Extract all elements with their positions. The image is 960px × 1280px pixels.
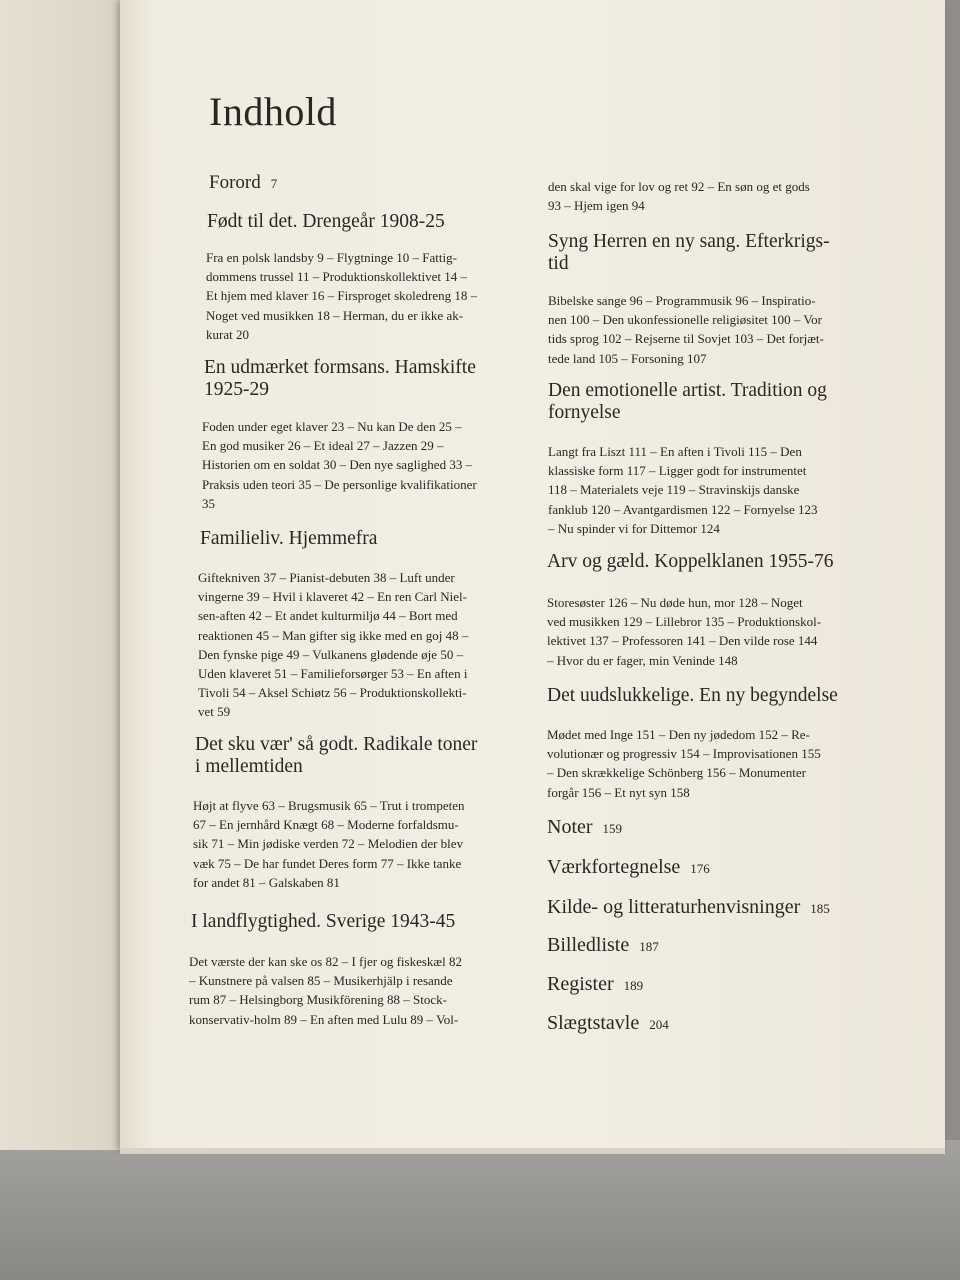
section-heading: Den emotionelle artist. Tradition og fornyelse (548, 380, 827, 423)
toc-entry-vaerkfortegnelse (547, 856, 710, 879)
section-text: Giftekniven 37 – Pianist-debuten 38 – Luft under vingerne 39 – Hvil i klaveret 42 – En ren Carl Niel- sen-aften 42 – Et andet kulturmiljø 44 – Bort med reaktionen 45 – Man gifter sig ikke med en goj 48 – Den fynske pige 49 – Vulkanens glødende øje 50 – Uden klaveret 51 – Familieforsørger 53 – En aften i Tivoli 54 – Aksel Schiøtz 56 – Produktionskollekti- vet 59 (198, 570, 469, 720)
section-heading: Familieliv. Hjemmefra (200, 528, 378, 549)
section-text: Bibelske sange 96 – Programmusik 96 – Inspiratio- nen 100 – Den ukonfessionelle religiøsitet 100 – Vor tids sprog 102 – Rejserne til Sovjet 103 – Det forjæt- tede land 105 – Forsoning 107 (548, 293, 824, 366)
section-heading: Det uudslukkelige. En ny begyndelse (547, 685, 838, 706)
section-text: Fra en polsk landsby 9 – Flygtninge 10 – Fattig- dommens trussel 11 – Produktionskollektivet 14 – Et hjem med klaver 16 – Firsproget skoledreng 18 – Noget ved musikken 18 – Herman, du er ikke ak- kurat 20 (206, 250, 478, 342)
section-heading: En udmærket formsans. Hamskifte 1925-29 (204, 357, 476, 400)
section-text: Foden under eget klaver 23 – Nu kan De den 25 – En god musiker 26 – Et ideal 27 – Jazzen 29 – Historien om en soldat 30 – Den nye saglighed 33 – Praksis uden teori 35 – De personlige kvalifikationer 35 (202, 419, 477, 511)
section-text: Storesøster 126 – Nu døde hun, mor 128 – Noget ved musikken 129 – Lillebror 135 – Produktionskol- lektivet 137 – Professoren 141 – Den vilde rose 144 – Hvor du er fager, min Veninde 148 (547, 595, 822, 668)
table-surface (0, 1140, 960, 1280)
toc-entry-forord (209, 172, 277, 194)
entry-page: 189 (623, 978, 644, 993)
section-text: Mødet med Inge 151 – Den ny jødedom 152 – Re- volutionær og progressiv 154 – Improvisationen 155 – Den skrækkelige Schönberg 156 – Monumenter forgår 156 – Et nyt syn 158 (547, 727, 821, 800)
section-text: Højt at flyve 63 – Brugsmusik 65 – Trut i trompeten 67 – En jernhård Knægt 68 – Moderne forfaldsmu- sik 71 – Min jødiske verden 72 – Melodien der blev væk 75 – De har fundet Deres form 77 – Ikke tanke for andet 81 – Galskaben 81 (193, 798, 465, 890)
toc-entry-noter (547, 816, 622, 839)
toc-entry-register (547, 973, 643, 996)
section-heading: Syng Herren en ny sang. Efterkrigs- tid (548, 231, 830, 274)
entry-page: 204 (649, 1017, 669, 1032)
entry-heading: Forord (209, 172, 261, 193)
section-text-continued: den skal vige for lov og ret 92 – En søn og et gods 93 – Hjem igen 94 (548, 179, 810, 214)
entry-page: 159 (602, 821, 623, 836)
page-title: Indhold (209, 89, 337, 134)
entry-heading: Kilde- og litteraturhenvisninger (547, 896, 801, 918)
entry-heading: Værkfortegnelse (547, 856, 681, 878)
entry-page: 176 (690, 861, 710, 876)
entry-page: 187 (639, 939, 659, 954)
section-text: Langt fra Liszt 111 – En aften i Tivoli 115 – Den klassiske form 117 – Ligger godt for instrumentet 118 – Materialets veje 119 – Stravinskijs danske fanklub 120 – Avantgardismen 122 – Fornyelse 123 – Nu spinder vi for Dittemor 124 (548, 444, 818, 536)
entry-page: 185 (810, 901, 830, 916)
toc-entry-kilde (547, 896, 830, 919)
section-heading: Det sku vær' så godt. Radikale toner i mellemtiden (195, 734, 478, 777)
page-edge (120, 1148, 945, 1154)
toc-entry-billedliste (547, 934, 659, 957)
entry-heading: Billedliste (547, 934, 630, 956)
section-text: Det værste der kan ske os 82 – I fjer og fiskeskæl 82 – Kunstnere på valsen 85 – Musikerhjälp i resande rum 87 – Helsingborg Musikförening 88 – Stock- konservativ-holm 89 – En aften med Lulu 89 – Vol- (189, 954, 462, 1027)
section-heading: Arv og gæld. Koppelklanen 1955-76 (547, 551, 834, 572)
entry-heading: Noter (547, 816, 593, 838)
entry-heading: Register (547, 973, 614, 995)
toc-entry-slaegtstavle (547, 1012, 669, 1035)
section-heading: Født til det. Drengeår 1908-25 (207, 211, 445, 232)
section-heading: I landflygtighed. Sverige 1943-45 (191, 911, 456, 932)
entry-heading: Slægtstavle (547, 1012, 640, 1034)
entry-page: 7 (270, 176, 278, 191)
